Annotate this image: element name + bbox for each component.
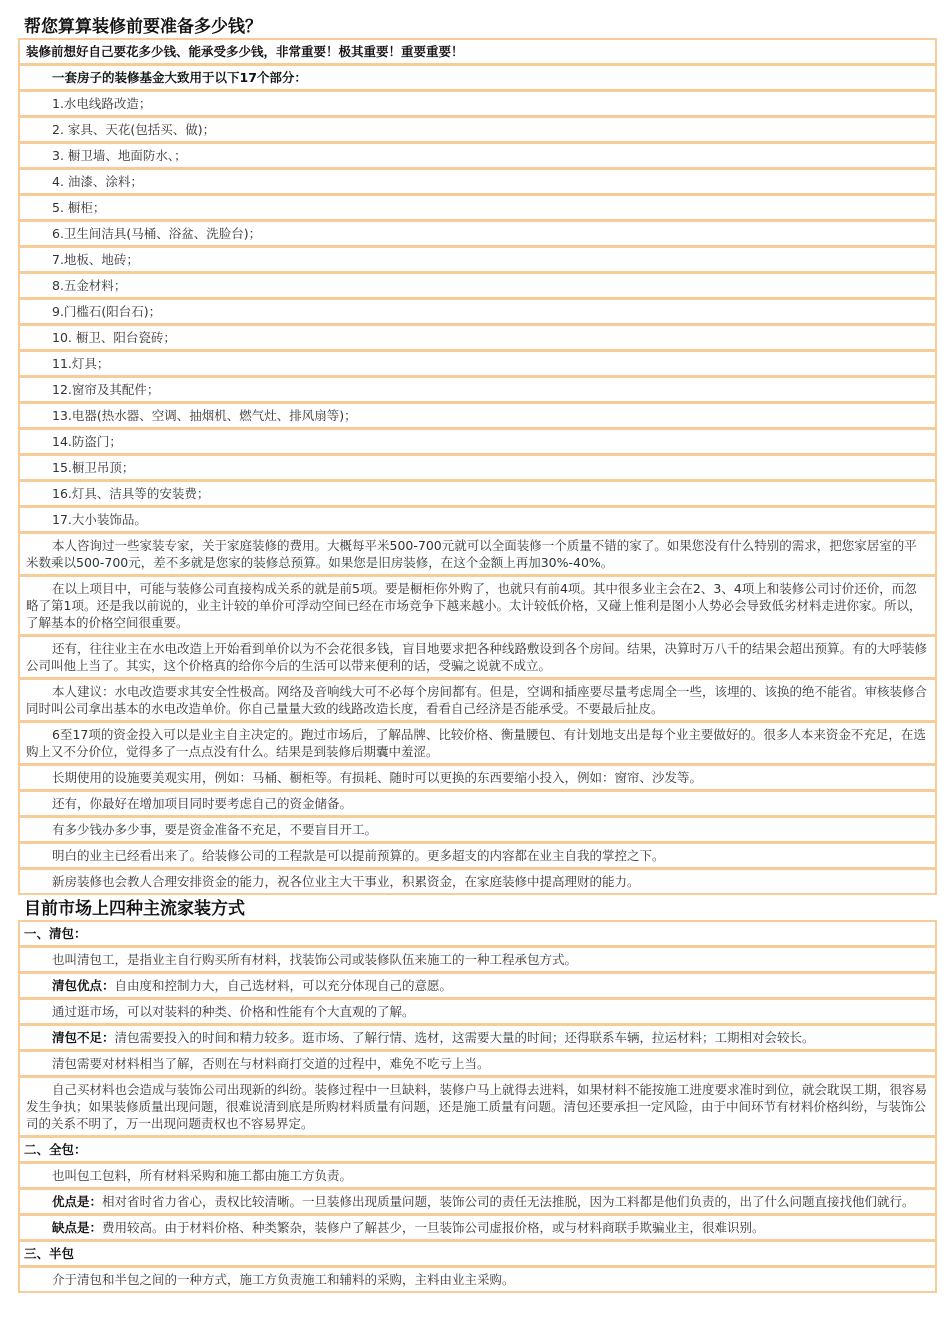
text-row xyxy=(20,66,935,89)
row-text: 通过逛市场，可以对装料的种类、价格和性能有个大直观的了解。 xyxy=(52,1004,415,1019)
row-text: 2. 家具、天花(包括买、做)； xyxy=(52,122,216,137)
row-text: 6.卫生间洁具(马桶、浴盆、洗脸台)； xyxy=(52,226,262,241)
row-text: 清包需要对材料相当了解，否则在与材料商打交道的过程中，难免不吃亏上当。 xyxy=(52,1056,490,1071)
row-text: 6至17项的资金投入可以是业主自主决定的。跑过市场后，了解品牌、比较价格、衡量腰包、有计划地支出是每个业主要做好的。很多人本来资金不充足，在选购上又不分价位，觉得多了一点点没有什么。结果是到装修后期囊中羞涩。 xyxy=(26,727,926,759)
row-text: 在以上项目中，可能与装修公司直接构成关系的就是前5项。要是橱柜你外购了，也就只有前4项。其中很多业主会在2、3、4项上和装修公司讨价还价，而忽略了第1项。还是我以前说的，业主计较的单价可浮动空间已经在市场竞争下越来越小。太计较低价格，又碰上惟利是图小人势必会导致低劣材料走进你家。所以，了解基本的价格空间很重要。 xyxy=(26,581,922,630)
text-row xyxy=(20,456,935,479)
row-text: 费用较高。由于材料价格、种类繁杂，装修户了解甚少，一旦装饰公司虚报价格，或与材料商联手欺骗业主，很难识别。 xyxy=(102,1220,765,1235)
text-row xyxy=(20,352,935,375)
document xyxy=(18,0,937,1293)
text-row xyxy=(20,792,935,815)
row-text: 还有，往往业主在水电改造上开始看到单价以为不会花很多钱，盲目地要求把各种线路敷设到各个房间。结果，决算时万八千的结果会超出预算。有的大呼装修公司叫他上当了。其实，这个价格真的给你今后的生活可以带来便利的话，受骗之说就不成立。 xyxy=(26,641,928,673)
cost-section-table xyxy=(18,38,937,895)
text-row xyxy=(20,508,935,531)
row-text: 二、全包： xyxy=(24,1142,87,1157)
row-text: 新房装修也会教人合理安排资金的能力，祝各位业主大干事业，积累资金，在家庭装修中提高理财的能力。 xyxy=(52,874,640,889)
row-text: 还有，你最好在增加项目同时要考虑自己的资金储备。 xyxy=(52,796,353,811)
text-row xyxy=(20,300,935,323)
text-row xyxy=(20,170,935,193)
text-row xyxy=(20,482,935,505)
text-row xyxy=(20,274,935,297)
text-row xyxy=(20,326,935,349)
row-text: 介于清包和半包之间的一种方式，施工方负责施工和辅料的采购，主料由业主采购。 xyxy=(52,1272,515,1287)
row-text: 相对省时省力省心，责权比较清晰。一旦装修出现质量问题，装饰公司的责任无法推脱，因为工料都是他们负责的，出了什么问题直接找他们就行。 xyxy=(102,1194,915,1209)
text-row xyxy=(20,404,935,427)
row-text: 12.窗帘及其配件； xyxy=(52,382,160,397)
text-row xyxy=(20,1216,935,1239)
text-row xyxy=(20,144,935,167)
text-row xyxy=(20,1268,935,1291)
row-label: 清包不足： xyxy=(52,1030,115,1045)
text-row xyxy=(20,922,935,945)
text-row xyxy=(20,430,935,453)
row-label: 清包优点： xyxy=(52,978,115,993)
row-text: 14.防盗门； xyxy=(52,434,122,449)
row-text: 长期使用的设施要美观实用，例如：马桶、橱柜等。有损耗、随时可以更换的东西要缩小投入，例如：窗帘、沙发等。 xyxy=(52,770,703,785)
row-text: 7.地板、地砖； xyxy=(52,252,139,267)
text-row xyxy=(20,1190,935,1213)
row-text: 一套房子的装修基金大致用于以下17个部分： xyxy=(52,70,307,85)
section-title: 帮您算算装修前要准备多少钱？ xyxy=(24,17,262,37)
row-text: 10. 橱卫、阳台瓷砖； xyxy=(52,330,176,345)
text-row xyxy=(20,948,935,971)
row-text: 8.五金材料； xyxy=(52,278,127,293)
text-row xyxy=(20,378,935,401)
row-text: 也叫包工包料，所有材料采购和施工都由施工方负责。 xyxy=(52,1168,353,1183)
row-text: 三、半包 xyxy=(24,1246,75,1261)
row-text: 本人建议：水电改造要求其安全性极高。网络及音响线大可不必每个房间都有。但是，空调和插座要尽量考虑周全一些，该埋的、该换的绝不能省。审核装修合同时叫公司拿出基本的水电改造单价。你自己量量大致的线路改造长度，看看自己经济是否能承受。不要最后扯皮。 xyxy=(26,684,928,716)
row-label: 优点是： xyxy=(52,1194,103,1209)
text-row xyxy=(20,1242,935,1265)
row-text: 有多少钱办多少事，要是资金准备不充足，不要盲目开工。 xyxy=(52,822,378,837)
text-row xyxy=(20,1078,935,1135)
row-text: 16.灯具、洁具等的安装费； xyxy=(52,486,210,501)
row-text: 本人咨询过一些家装专家，关于家庭装修的费用。大概每平米500-700元就可以全面装修一个质量不错的家了。如果您没有什么特别的需求，把您家居室的平米数乘以500-700元，差不多就是您家的装修总预算。如果您是旧房装修，在这个金额上再加30%-40%。 xyxy=(26,538,917,570)
row-text: 3. 橱卫墙、地面防水、； xyxy=(52,148,187,163)
row-text: 13.电器(热水器、空调、抽烟机、燃气灶、排风扇等)； xyxy=(52,408,357,423)
text-row xyxy=(20,248,935,271)
text-row xyxy=(20,844,935,867)
section-title: 目前市场上四种主流家装方式 xyxy=(24,899,245,919)
row-text: 装修前想好自己要花多少钱、能承受多少钱，非常重要！极其重要！重要重要！ xyxy=(26,44,464,59)
row-text: 也叫清包工，是指业主自行购买所有材料，找装饰公司或装修队伍来施工的一种工程承包方式。 xyxy=(52,952,578,967)
row-text: 明白的业主已经看出来了。给装修公司的工程款是可以提前预算的。更多超支的内容都在业主自我的掌控之下。 xyxy=(52,848,665,863)
text-row xyxy=(20,1026,935,1049)
row-text: 4. 油漆、涂料； xyxy=(52,174,143,189)
text-row xyxy=(20,974,935,997)
text-row xyxy=(20,818,935,841)
row-label: 缺点是： xyxy=(52,1220,103,1235)
row-text: 17.大小装饰品。 xyxy=(52,512,147,527)
row-text: 11.灯具； xyxy=(52,356,110,371)
methods-section-table xyxy=(18,920,937,1293)
text-row xyxy=(20,40,935,63)
row-text: 一、清包： xyxy=(24,926,87,941)
row-text: 1.水电线路改造； xyxy=(52,96,152,111)
row-text: 自己买材料也会造成与装饰公司出现新的纠纷。装修过程中一旦缺料，装修户马上就得去进料，如果材料不能按施工进度要求准时到位，就会耽误工期，很容易发生争执；如果装修质量出现问题，很难说清到底是所购材料质量有问题，还是施工质量有问题。清包还要承担一定风险，由于中间环节有材料价格纠纷，与装饰公司的关系不明了，万一出现问题责权也不容易界定。 xyxy=(26,1082,928,1131)
text-row xyxy=(20,118,935,141)
text-row xyxy=(20,577,935,634)
row-text: 15.橱卫吊顶； xyxy=(52,460,135,475)
row-text: 清包需要投入的时间和精力较多。逛市场、了解行情、选材，这需要大量的时间；还得联系车辆，拉运材料；工期相对会较长。 xyxy=(114,1030,815,1045)
text-row xyxy=(20,870,935,893)
row-text: 5. 橱柜； xyxy=(52,200,106,215)
text-row xyxy=(20,1000,935,1023)
text-row xyxy=(20,637,935,677)
text-row xyxy=(20,196,935,219)
text-row xyxy=(20,222,935,245)
text-row xyxy=(20,534,935,574)
text-row xyxy=(20,723,935,763)
text-row xyxy=(20,92,935,115)
text-row xyxy=(20,1164,935,1187)
text-row xyxy=(20,680,935,720)
row-text: 自由度和控制力大，自己选材料，可以充分体现自己的意愿。 xyxy=(114,978,453,993)
text-row xyxy=(20,766,935,789)
text-row xyxy=(20,1052,935,1075)
text-row xyxy=(20,1138,935,1161)
row-text: 9.门槛石(阳台石)； xyxy=(52,304,162,319)
